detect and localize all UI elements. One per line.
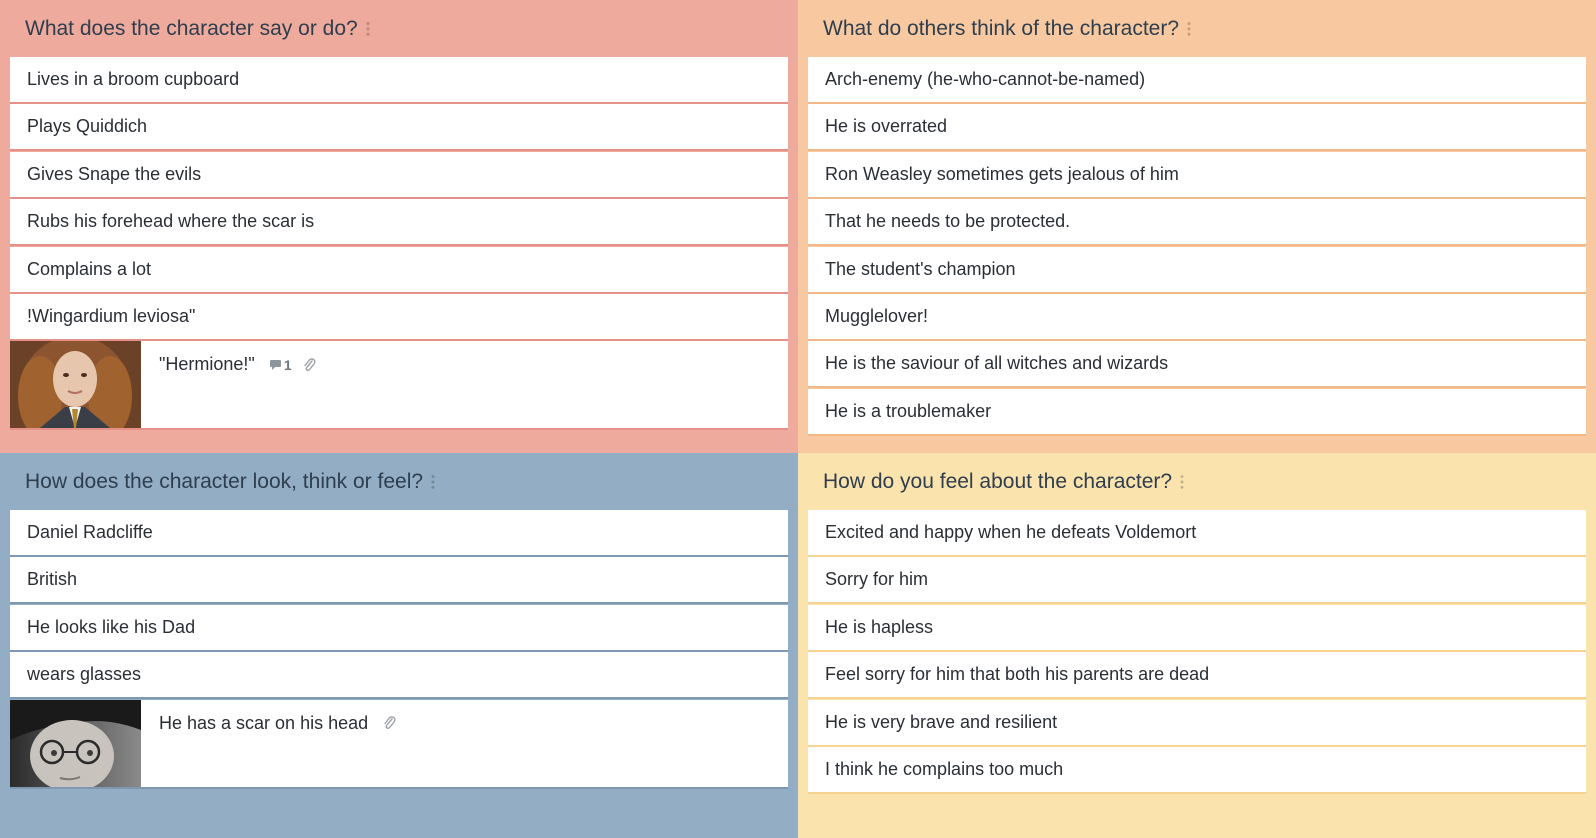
note-card[interactable] — [808, 605, 1586, 650]
note-text: Complains a lot — [27, 258, 152, 279]
note-card[interactable] — [808, 152, 1586, 197]
quadrant-title[interactable] — [798, 0, 1596, 57]
note-card[interactable] — [10, 104, 788, 149]
note-text: He is overrated — [825, 116, 948, 137]
drag-handle-icon[interactable] — [366, 21, 370, 37]
note-card[interactable] — [808, 104, 1586, 149]
attachment-icon[interactable] — [302, 357, 316, 373]
attachment-icon[interactable] — [382, 715, 396, 731]
note-card[interactable] — [10, 294, 788, 339]
note-text: Rubs his forehead where the scar is — [27, 211, 315, 232]
quadrant-you-feel — [798, 453, 1596, 838]
quadrant-title[interactable] — [798, 453, 1596, 510]
note-text: He is very brave and resilient — [825, 711, 1058, 732]
note-text: He is the saviour of all witches and wizards — [825, 353, 1169, 374]
quadrant-others-think — [798, 0, 1596, 453]
note-card[interactable] — [808, 557, 1586, 602]
note-text: Feel sorry for him that both his parents are dead — [825, 664, 1210, 685]
note-text: I think he complains too much — [825, 758, 1064, 779]
note-card[interactable] — [808, 294, 1586, 339]
note-text: He is a troublemaker — [825, 400, 992, 421]
note-card-with-image[interactable] — [10, 700, 788, 787]
note-card[interactable] — [808, 747, 1586, 792]
note-card[interactable] — [808, 510, 1586, 555]
comment-icon — [269, 359, 282, 371]
note-card[interactable] — [10, 199, 788, 244]
drag-handle-icon[interactable] — [1187, 21, 1191, 37]
note-text: "Hermione!" — [159, 354, 255, 375]
note-text: Arch-enemy (he-who-cannot-be-named) — [825, 69, 1146, 89]
note-card[interactable] — [10, 652, 788, 697]
quadrant-title-text: What do others think of the character? — [823, 16, 1180, 40]
quadrant-says-does — [0, 0, 798, 453]
note-text: British — [27, 569, 78, 590]
hermione-photo — [10, 341, 141, 428]
note-card-with-image[interactable] — [10, 341, 788, 428]
note-text: He has a scar on his head — [159, 712, 369, 733]
comment-count-value: 1 — [283, 356, 292, 373]
note-card[interactable] — [808, 57, 1586, 102]
note-text: He looks like his Dad — [27, 616, 196, 637]
note-text: Daniel Radcliffe — [27, 522, 153, 542]
note-card[interactable] — [10, 152, 788, 197]
note-card[interactable] — [808, 700, 1586, 745]
note-text: Plays Quiddich — [27, 116, 148, 137]
note-text: Mugglelover! — [825, 305, 929, 326]
quadrant-title[interactable] — [0, 0, 798, 57]
harry-photo — [10, 700, 141, 787]
note-card[interactable] — [10, 247, 788, 292]
note-text: Lives in a broom cupboard — [27, 69, 240, 89]
note-card[interactable] — [10, 510, 788, 555]
note-text: Ron Weasley sometimes gets jealous of him — [825, 163, 1179, 184]
note-card[interactable] — [808, 341, 1586, 386]
note-card[interactable] — [10, 57, 788, 102]
drag-handle-icon[interactable] — [1180, 474, 1184, 490]
note-card[interactable] — [808, 199, 1586, 244]
note-card[interactable] — [808, 247, 1586, 292]
note-text: That he needs to be protected. — [825, 211, 1071, 232]
note-text: He is hapless — [825, 616, 934, 637]
note-text: The student's champion — [825, 258, 1016, 279]
quadrant-look-think-feel — [0, 453, 798, 838]
note-text: wears glasses — [27, 664, 142, 685]
quadrant-title-text: How does the character look, think or feel? — [25, 469, 424, 493]
quadrant-title-text: What does the character say or do? — [25, 16, 358, 40]
drag-handle-icon[interactable] — [431, 474, 435, 490]
note-text: Excited and happy when he defeats Voldemort — [825, 522, 1197, 542]
quadrant-title-text: How do you feel about the character? — [823, 469, 1173, 493]
note-text: Sorry for him — [825, 569, 929, 590]
note-text: !Wingardium leviosa" — [27, 305, 196, 326]
note-card[interactable] — [10, 557, 788, 602]
note-card[interactable] — [10, 605, 788, 650]
quadrant-title[interactable] — [0, 453, 798, 510]
comment-count[interactable] — [269, 357, 292, 373]
note-text: Gives Snape the evils — [27, 163, 202, 184]
note-card[interactable] — [808, 389, 1586, 434]
note-card[interactable] — [808, 652, 1586, 697]
